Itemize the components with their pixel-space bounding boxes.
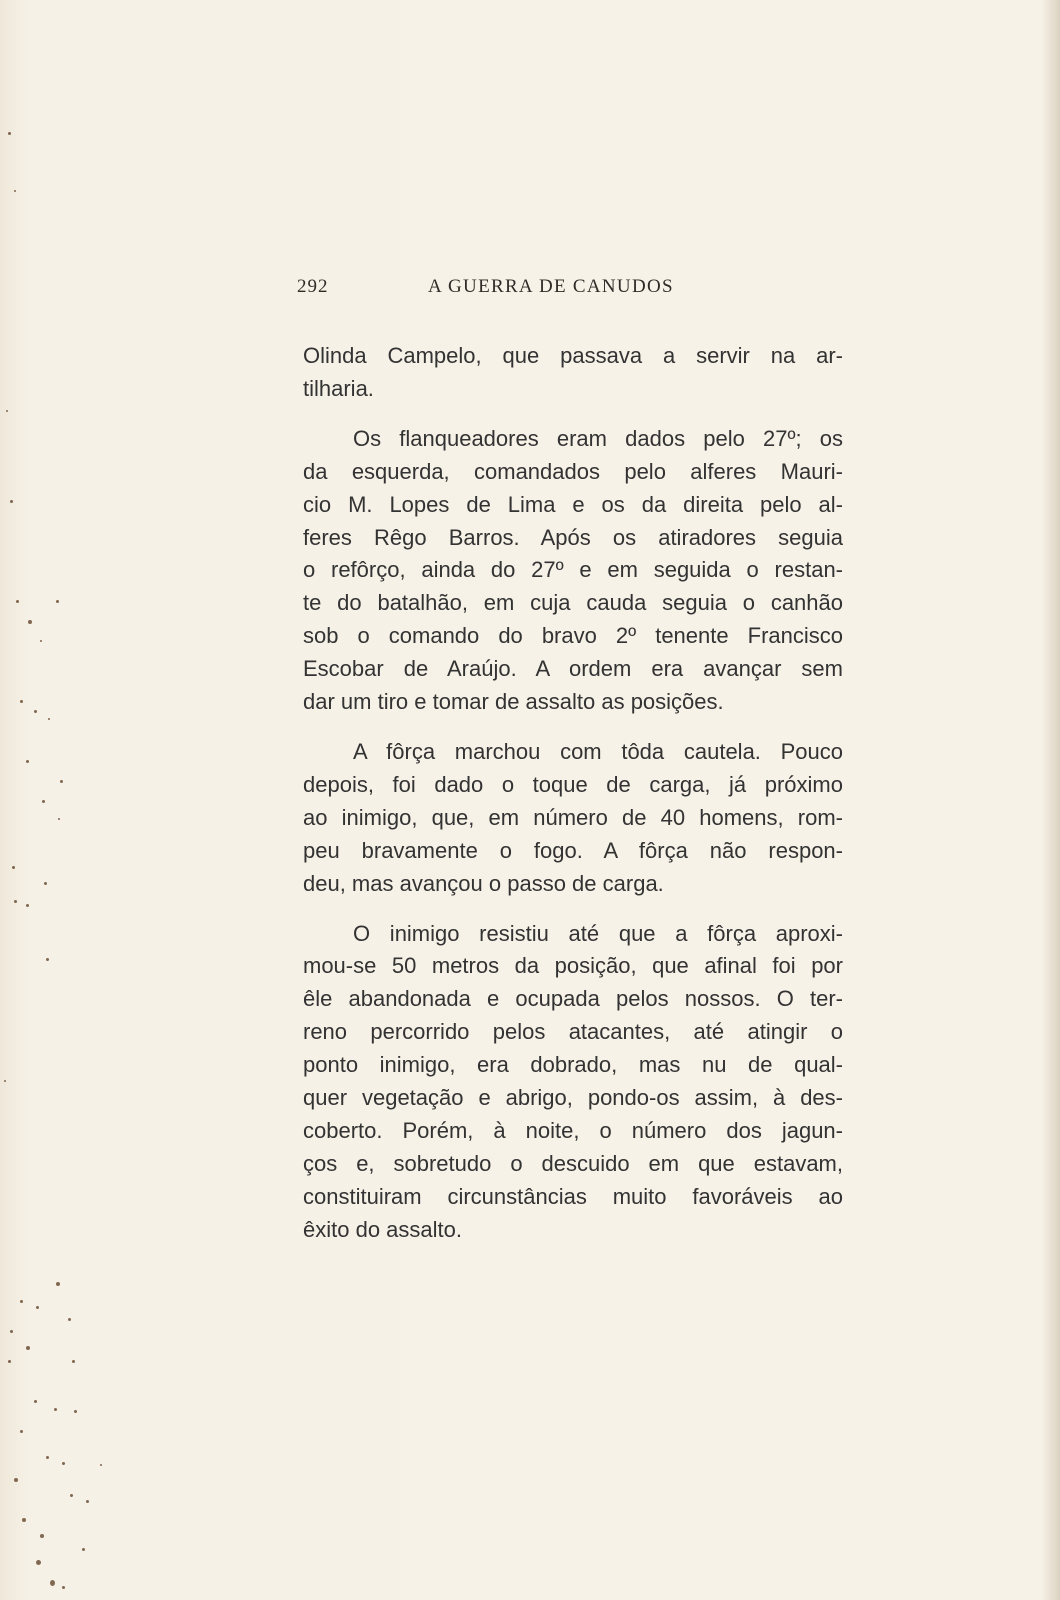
- foxing-speck: [34, 1400, 37, 1403]
- foxing-speck: [72, 1360, 75, 1363]
- text-line: peu bravamente o fogo. A fôrça não respon-: [303, 837, 843, 863]
- foxing-speck: [14, 900, 17, 903]
- foxing-speck: [40, 1534, 44, 1538]
- text-line: Os flanqueadores eram dados pelo 27º; os: [353, 425, 843, 451]
- foxing-speck: [42, 800, 45, 803]
- foxing-speck: [70, 1494, 73, 1497]
- foxing-speck: [48, 718, 50, 720]
- text-line: te do batalhão, em cuja cauda seguia o canhão: [303, 590, 843, 616]
- text-line: o refôrço, ainda do 27º e em seguida o restan-: [303, 557, 843, 583]
- text-line: Escobar de Araújo. A ordem era avançar sem: [303, 656, 843, 682]
- foxing-speck: [14, 190, 16, 192]
- foxing-speck: [44, 882, 47, 885]
- text-line: sob o comando do bravo 2º tenente Francisco: [303, 623, 843, 649]
- foxing-speck: [12, 866, 15, 869]
- foxing-speck: [20, 1300, 23, 1303]
- foxing-speck: [26, 760, 29, 763]
- foxing-speck: [54, 1408, 57, 1411]
- foxing-speck: [62, 1462, 65, 1465]
- foxing-speck: [46, 1456, 49, 1459]
- text-line: coberto. Porém, à noite, o número dos jagun-: [303, 1117, 843, 1143]
- foxing-speck: [20, 700, 23, 703]
- foxing-speck: [10, 500, 13, 503]
- text-line: feres Rêgo Barros. Após os atiradores seguia: [303, 524, 843, 550]
- foxing-speck: [74, 1410, 77, 1413]
- foxing-speck: [16, 600, 19, 603]
- running-title: A GUERRA DE CANUDOS: [428, 276, 674, 297]
- foxing-speck: [46, 958, 49, 961]
- text-line: ponto inimigo, era dobrado, mas nu de qual-: [303, 1052, 843, 1078]
- foxing-speck: [62, 1586, 65, 1589]
- text-line: dar um tiro e tomar de assalto as posições.: [303, 689, 724, 715]
- foxing-speck: [8, 1360, 11, 1363]
- text-line: cio M. Lopes de Lima e os da direita pelo al-: [303, 491, 843, 517]
- text-line: mou-se 50 metros da posição, que afinal foi por: [303, 953, 843, 979]
- text-line: depois, foi dado o toque de carga, já próximo: [303, 771, 843, 797]
- text-line: reno percorrido pelos atacantes, até atingir o: [303, 1019, 843, 1045]
- foxing-speck: [82, 1548, 85, 1551]
- foxing-speck: [34, 710, 37, 713]
- foxing-speck: [28, 620, 32, 624]
- foxing-speck: [26, 1346, 30, 1350]
- body-text: [303, 340, 843, 1247]
- page-number: 292: [297, 276, 329, 297]
- paragraph: [303, 423, 843, 719]
- foxing-speck: [10, 1330, 13, 1333]
- foxing-speck: [20, 1430, 23, 1433]
- foxing-speck: [86, 1500, 89, 1503]
- foxing-speck: [68, 1318, 71, 1321]
- text-line: quer vegetação e abrigo, pondo-os assim, à des-: [303, 1085, 843, 1111]
- foxing-speck: [22, 1518, 26, 1522]
- foxing-speck: [50, 1580, 55, 1586]
- text-line: da esquerda, comandados pelo alferes Mauri-: [303, 458, 843, 484]
- foxing-speck: [26, 904, 29, 907]
- foxing-speck: [36, 1560, 41, 1565]
- text-line: constituiram circunstâncias muito favoráveis ao: [303, 1183, 843, 1209]
- foxing-speck: [36, 1306, 39, 1309]
- foxing-speck: [56, 1282, 60, 1286]
- text-line: tilharia.: [303, 375, 374, 401]
- foxing-speck: [6, 410, 8, 412]
- foxing-speck: [14, 1478, 18, 1482]
- page-header: [297, 276, 717, 304]
- text-line: ços e, sobretudo o descuido em que estavam,: [303, 1150, 843, 1176]
- text-line: deu, mas avançou o passo de carga.: [303, 870, 664, 896]
- paragraph: [303, 918, 843, 1247]
- foxing-speck: [56, 600, 59, 603]
- foxing-speck: [8, 132, 11, 135]
- paragraph: [303, 340, 843, 406]
- page-edge-shadow: [1042, 0, 1060, 1600]
- foxing-speck: [100, 1464, 102, 1466]
- text-line: Olinda Campelo, que passava a servir na ar-: [303, 343, 843, 368]
- text-line: êxito do assalto.: [303, 1216, 462, 1242]
- foxing-speck: [40, 640, 42, 642]
- foxing-speck: [58, 818, 60, 820]
- foxing-speck: [60, 780, 63, 783]
- text-line: êle abandonada e ocupada pelos nossos. O ter-: [303, 986, 843, 1012]
- text-line: A fôrça marchou com tôda cautela. Pouco: [353, 738, 843, 764]
- text-line: ao inimigo, que, em número de 40 homens, rom-: [303, 804, 843, 830]
- foxing-speck: [4, 1080, 6, 1082]
- paragraph: [303, 736, 843, 901]
- text-line: O inimigo resistiu até que a fôrça aproxi-: [353, 920, 843, 946]
